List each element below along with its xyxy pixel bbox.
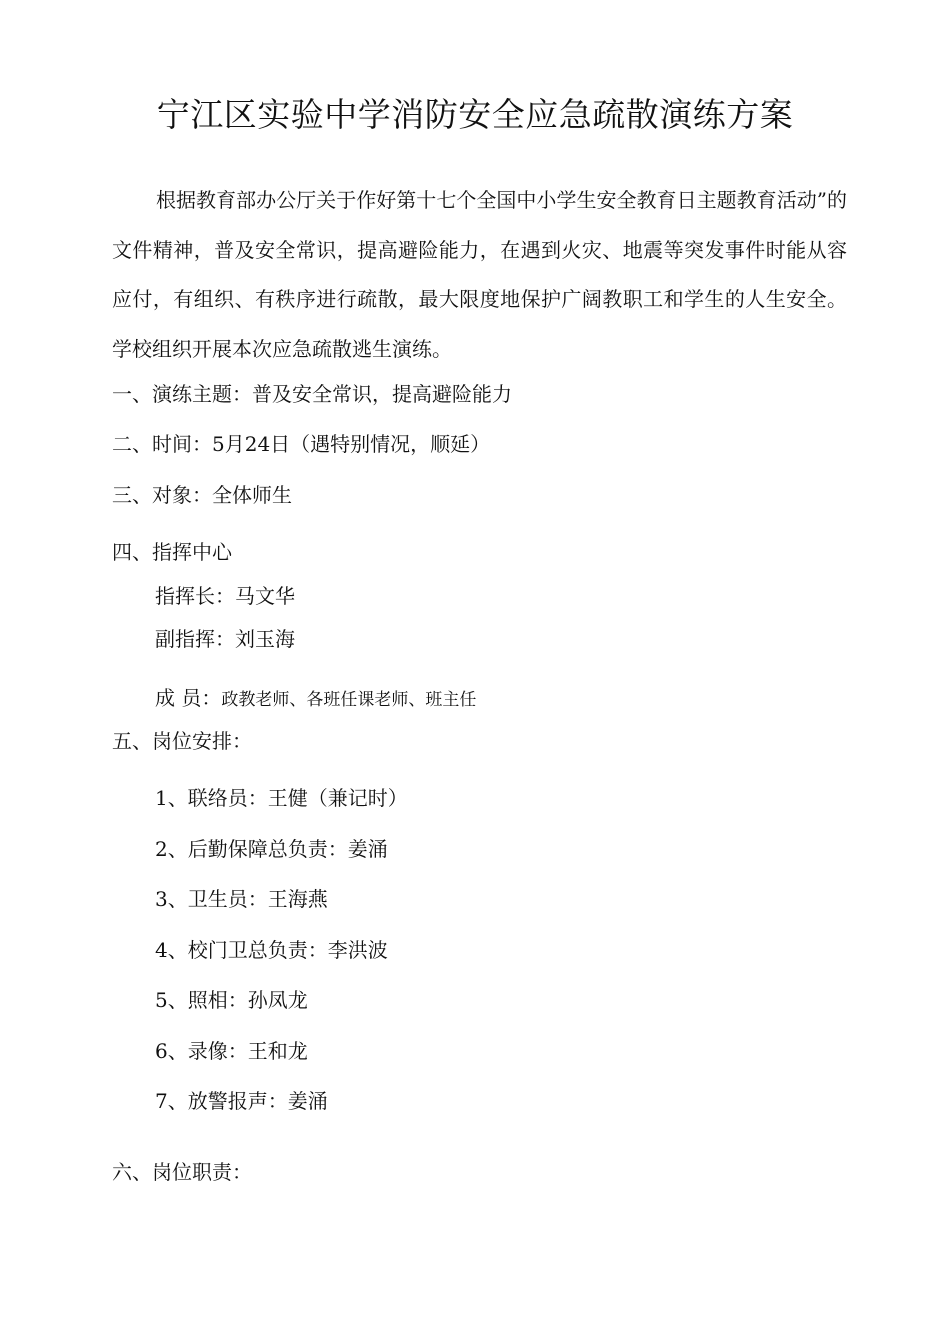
vice-commander-line: 副指挥：刘玉海 bbox=[155, 627, 295, 651]
post-item: 3、卫生员：王海燕 bbox=[155, 887, 328, 911]
post-item: 7、放警报声：姜涌 bbox=[155, 1089, 328, 1113]
commander-line: 指挥长：马文华 bbox=[155, 584, 295, 608]
section-posts: 五、岗位安排： bbox=[112, 729, 252, 753]
post-item: 2、后勤保障总负责：姜涌 bbox=[155, 837, 388, 861]
section-theme: 一、演练主题：普及安全常识，提高避险能力 bbox=[112, 382, 512, 406]
members-label: 成 员： bbox=[155, 686, 222, 710]
section-command: 四、指挥中心 bbox=[112, 540, 232, 564]
section-time: 二、时间：5月24日（遇特别情况，顺延） bbox=[112, 432, 491, 456]
post-item: 4、校门卫总负责：李洪波 bbox=[155, 938, 388, 962]
members-line bbox=[155, 683, 476, 715]
intro-paragraph: 根据教育部办公厅关于作好第十七个全国中小学生安全教育日主题教育活动”的文件精神，普及安全常识，提高避险能力，在遇到火灾、地震等突发事件时能从容应付，有组织、有秩序进行疏散，最大限度地保护广阔教职工和学生的人生安全。学校组织开展本次应急疏散逃生演练。 bbox=[112, 188, 847, 361]
members-value: 政教老师、各班任课老师、班主任 bbox=[221, 690, 477, 710]
post-item: 5、照相：孙凤龙 bbox=[155, 988, 308, 1012]
section-duties: 六、岗位职责： bbox=[112, 1160, 252, 1184]
section-target: 三、对象：全体师生 bbox=[112, 483, 292, 507]
document-title: 宁江区实验中学消防安全应急疏散演练方案 bbox=[156, 95, 794, 134]
post-item: 1、联络员：王健（兼记时） bbox=[155, 786, 408, 810]
post-item: 6、录像：王和龙 bbox=[155, 1039, 308, 1063]
